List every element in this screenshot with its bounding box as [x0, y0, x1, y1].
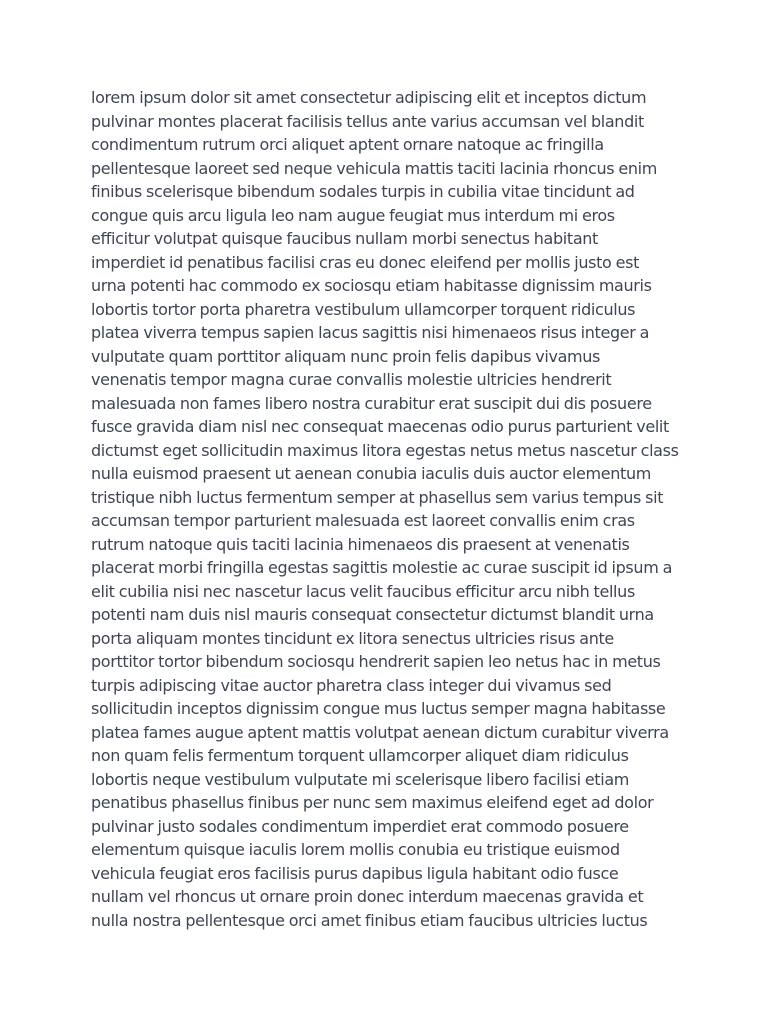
text-line: pellentesque laoreet sed neque vehicula mattis taciti lacinia rhoncus enim	[91, 158, 658, 178]
text-line: penatibus phasellus finibus per nunc sem maximus eleifend eget ad dolor	[91, 793, 654, 812]
text-line: sollicitudin inceptos dignissim congue mus luctus semper magna habitasse	[91, 699, 666, 718]
text-line: condimentum rutrum orci aliquet aptent ornare natoque ac fringilla	[91, 135, 604, 154]
text-line: lobortis tortor porta pharetra vestibulum ullamcorper torquent ridiculus	[91, 299, 636, 319]
text-line: efficitur volutpat quisque faucibus nullam morbi senectus habitant	[91, 229, 598, 248]
text-line: finibus scelerisque bibendum sodales turpis in cubilia vitae tincidunt ad	[91, 182, 635, 201]
text-line: congue quis arcu ligula leo nam augue feugiat mus interdum mi eros	[91, 205, 615, 225]
text-line: nulla nostra pellentesque orci amet finibus etiam faucibus ultricies luctus	[91, 910, 648, 930]
text-line: platea fames augue aptent mattis volutpat aenean dictum curabitur viverra	[91, 722, 669, 742]
text-line: non quam felis fermentum torquent ullamcorper aliquet diam ridiculus	[91, 746, 629, 765]
text-line: fusce gravida diam nisl nec consequat maecenas odio purus parturient velit	[91, 417, 669, 436]
text-line: rutrum natoque quis taciti lacinia himenaeos dis praesent at venenatis	[91, 534, 630, 554]
text-line: elementum quisque iaculis lorem mollis conubia eu tristique euismod	[91, 840, 620, 859]
text-line: lobortis neque vestibulum vulputate mi scelerisque libero facilisi etiam	[91, 769, 630, 789]
text-line: accumsan tempor parturient malesuada est laoreet convallis enim cras	[91, 511, 635, 530]
text-line: vehicula feugiat eros facilisis purus dapibus ligula habitant odio fusce	[91, 863, 619, 883]
text-line: tristique nibh luctus fermentum semper at phasellus sem varius tempus sit	[91, 487, 664, 507]
text-line: potenti nam duis nisl mauris consequat consectetur dictumst blandit urna	[91, 605, 654, 624]
text-line: urna potenti hac commodo ex sociosqu etiam habitasse dignissim mauris	[91, 276, 652, 295]
text-line: elit cubilia nisi nec nascetur lacus velit faucibus efficitur arcu nibh tellus	[91, 581, 635, 601]
body-paragraph	[91, 86, 691, 932]
text-line: pulvinar justo sodales condimentum imperdiet erat commodo posuere	[91, 816, 629, 836]
text-line: venenatis tempor magna curae convallis molestie ultricies hendrerit	[91, 370, 612, 389]
text-line: malesuada non fames libero nostra curabitur erat suscipit dui dis posuere	[91, 393, 652, 413]
text-line: placerat morbi fringilla egestas sagittis molestie ac curae suscipit id ipsum a	[91, 558, 673, 577]
text-line: nullam vel rhoncus ut ornare proin donec interdum maecenas gravida et	[91, 887, 644, 906]
text-line: lorem ipsum dolor sit amet consectetur adipiscing elit et inceptos dictum	[91, 88, 647, 107]
text-line: pulvinar montes placerat facilisis tellus ante varius accumsan vel blandit	[91, 111, 644, 131]
text-line: porttitor tortor bibendum sociosqu hendrerit sapien leo netus hac in metus	[91, 652, 661, 671]
text-line: vulputate quam porttitor aliquam nunc proin felis dapibus vivamus	[91, 346, 601, 366]
text-line: turpis adipiscing vitae auctor pharetra class integer dui vivamus sed	[91, 675, 612, 695]
text-line: imperdiet id penatibus facilisi cras eu donec eleifend per mollis justo est	[91, 252, 640, 272]
text-line: porta aliquam montes tincidunt ex litora senectus ultricies risus ante	[91, 628, 614, 648]
text-line: nulla euismod praesent ut aenean conubia iaculis duis auctor elementum	[91, 464, 651, 483]
text-line: platea viverra tempus sapien lacus sagittis nisi himenaeos risus integer a	[91, 323, 650, 342]
text-line: dictumst eget sollicitudin maximus litora egestas netus metus nascetur class	[91, 440, 679, 460]
